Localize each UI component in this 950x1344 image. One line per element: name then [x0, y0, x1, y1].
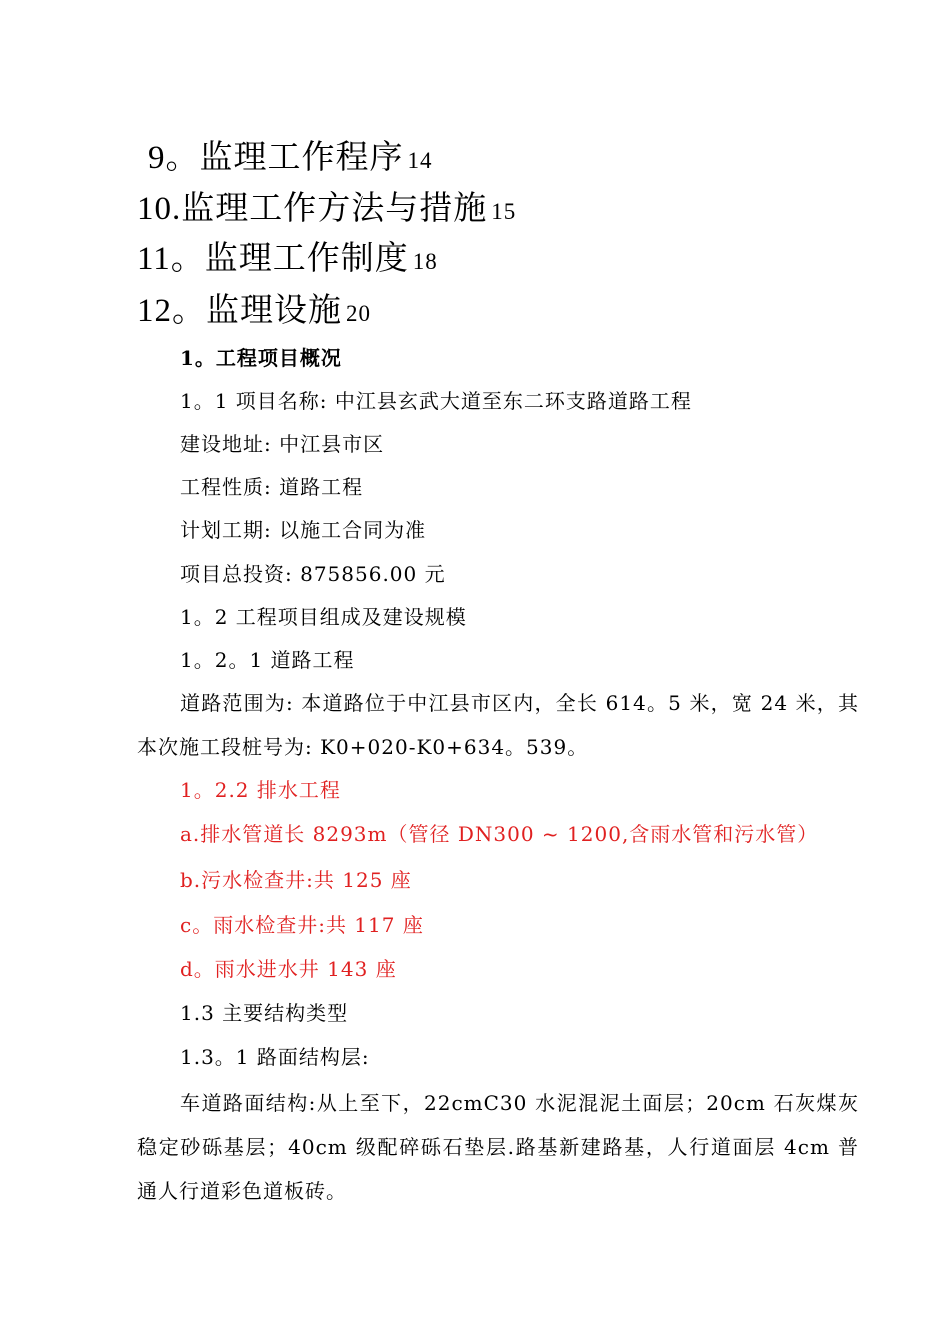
section-heading: 1。工程项目概况	[180, 346, 342, 370]
construction-site: 建设地址: 中江县市区	[180, 432, 385, 456]
toc-title: 监理设施	[206, 290, 342, 329]
toc-title: 监理工作方法与措施	[181, 188, 488, 227]
subsection-heading: 1.3。1 路面结构层:	[180, 1045, 370, 1069]
toc-number: 12。	[137, 293, 206, 329]
toc-number: 11。	[137, 241, 205, 277]
toc-title: 监理工作制度	[204, 238, 409, 277]
drainage-item-d: d。雨水进水井 143 座	[180, 957, 397, 981]
subsection-heading: 1。2。1 道路工程	[180, 648, 355, 672]
drainage-item-a: a.排水管道长 8293m（管径 DN300 ~ 1200,含雨水管和污水管）	[180, 822, 819, 846]
total-investment: 项目总投资: 875856.00 元	[180, 562, 446, 586]
toc-entry-12	[137, 290, 371, 334]
road-description: 道路范围为: 本道路位于中江县市区内，全长 614。5 米，宽 24 米，其本次施工段桩号为: K0+020-K0+634。539。	[137, 691, 859, 759]
toc-number: 10.	[137, 191, 182, 227]
drainage-item-c: c。雨水检查井:共 117 座	[180, 913, 424, 937]
toc-number: 9。	[148, 140, 200, 176]
project-nature: 工程性质: 道路工程	[180, 475, 364, 499]
toc-page-number: 15	[491, 199, 517, 224]
toc-entry-11	[137, 238, 438, 282]
toc-entry-9	[148, 137, 433, 181]
toc-title: 监理工作程序	[199, 137, 404, 176]
subsection-heading: 1。2 工程项目组成及建设规模	[180, 605, 467, 629]
toc-page-number: 14	[407, 148, 433, 173]
project-name: 1。1 项目名称: 中江县玄武大道至东二环支路道路工程	[180, 389, 692, 413]
subsection-heading-drainage: 1。2.2 排水工程	[180, 778, 341, 802]
subsection-heading: 1.3 主要结构类型	[180, 1001, 349, 1025]
toc-page-number: 20	[346, 301, 371, 326]
toc-entry-10	[137, 188, 516, 232]
drainage-item-b: b.污水检查井:共 125 座	[180, 868, 412, 892]
toc-page-number: 18	[412, 249, 438, 274]
pavement-description: 车道路面结构:从上至下，22cmC30 水泥混泥土面层；20cm 石灰煤灰稳定砂砾基层；40cm 级配碎砾石垫层.路基新建路基，人行道面层 4cm 普通人行道彩色道板砖。	[137, 1091, 859, 1203]
planned-schedule: 计划工期: 以施工合同为准	[180, 518, 427, 542]
